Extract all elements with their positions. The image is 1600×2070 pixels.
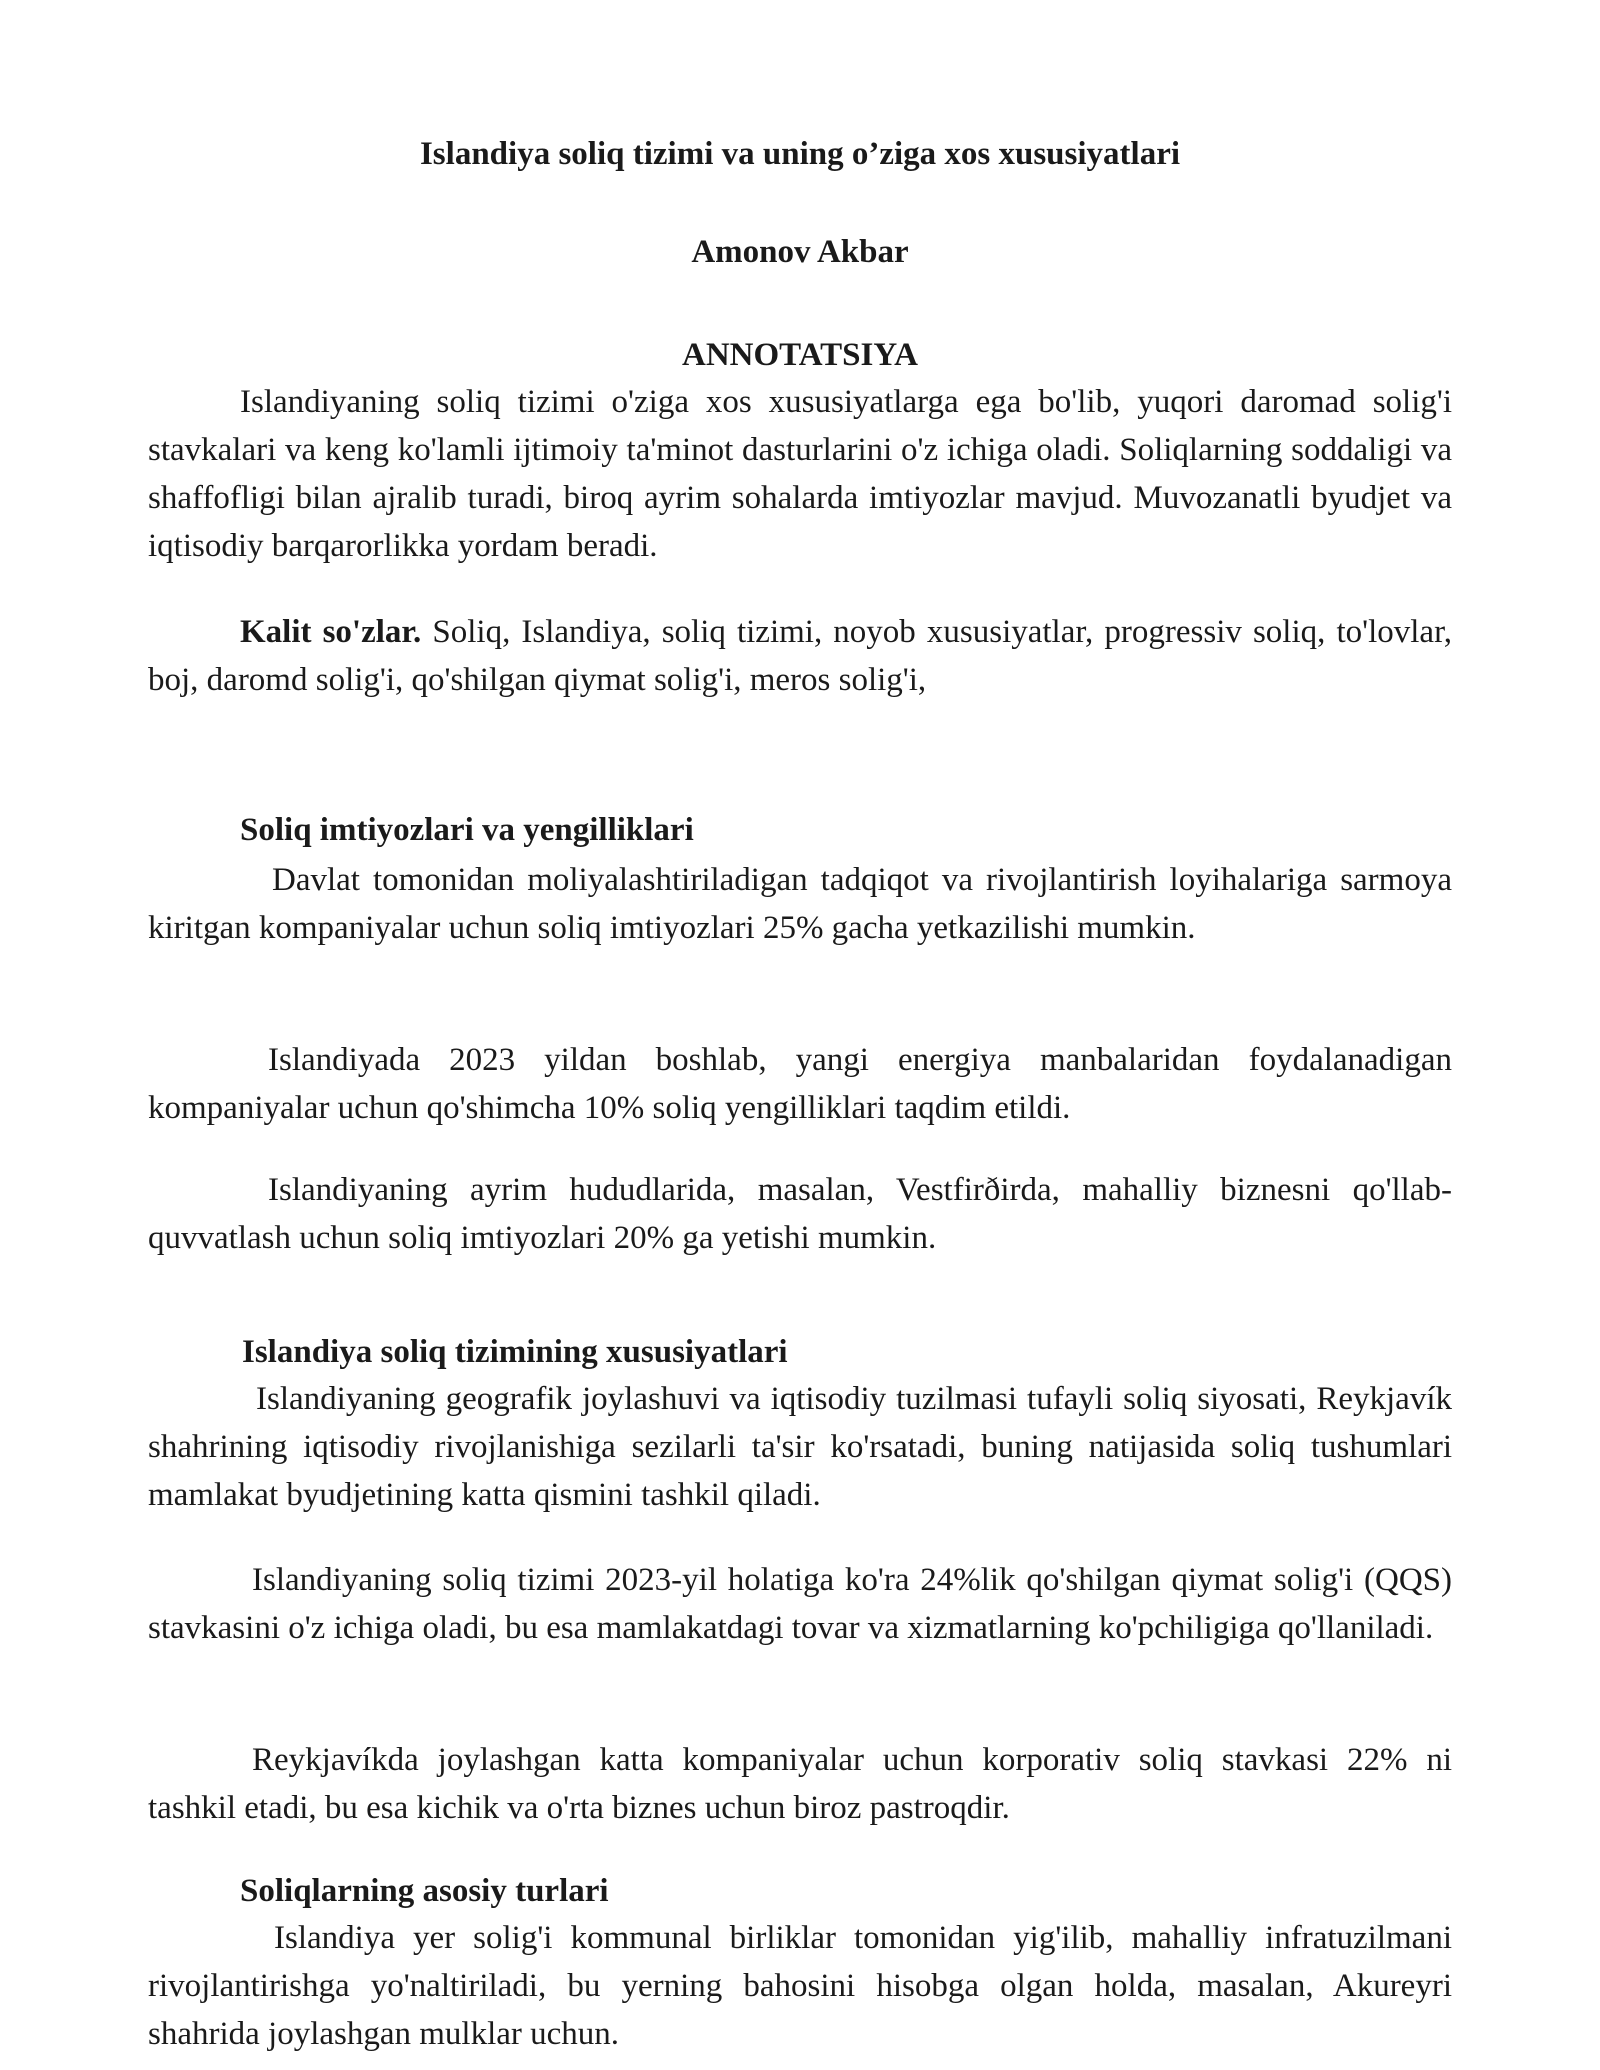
section-paragraph: Islandiyaning ayrim hududlarida, masalan, Vestfirðirda, mahalliy biznesni qo'llab-quvvatlash uchun soliq imtiyozlari 20% ga yetishi mumkin. — [148, 1172, 1452, 1256]
section-paragraph: Davlat tomonidan moliyalashtiriladigan tadqiqot va rivojlantirish loyihalariga sarmoya kiritgan kompaniyalar uchun soliq imtiyozlari 25% gacha yetkazilishi mumkin. — [148, 862, 1452, 946]
section-paragraph: Islandiyaning soliq tizimi 2023-yil holatiga ko'ra 24%lik qo'shilgan qiymat solig'i (QQS) stavkasini o'z ichiga oladi, bu esa mamlakatdagi tovar va xizmatlarning ko'pchiligiga qo'llaniladi. — [148, 1562, 1452, 1646]
section-paragraph: Reykjavíkda joylashgan katta kompaniyalar uchun korporativ soliq stavkasi 22% ni tashkil etadi, bu esa kichik va o'rta biznes uchun biroz pastroqdir. — [148, 1742, 1452, 1826]
section-paragraph: Islandiyada 2023 yildan boshlab, yangi energiya manbalaridan foydalanadigan kompaniyalar uchun qo'shimcha 10% soliq yengilliklari taqdim etildi. — [148, 1042, 1452, 1126]
section-heading: Soliqlarning asosiy turlari — [240, 1873, 609, 1909]
abstract-heading: ANNOTATSIYA — [682, 337, 918, 373]
document-page — [148, 0, 1452, 2070]
keywords-text: Soliq, Islandiya, soliq tizimi, noyob xususiyatlar, progressiv soliq, to'lovlar, boj, daromd solig'i, qo'shilgan qiymat solig'i, meros solig'i, — [148, 614, 1452, 698]
section-paragraph: Islandiya yer solig'i kommunal birliklar tomonidan yig'ilib, mahalliy infratuzilmani rivojlantirishga yo'naltiriladi, bu yerning bahosini hisobga olgan holda, masalan, Akureyri shahrida joylashgan mulklar uchun. — [148, 1920, 1452, 2052]
keywords-label: Kalit so'zlar. — [240, 614, 422, 650]
section-heading: Soliq imtiyozlari va yengilliklari — [240, 812, 694, 848]
author-name: Amonov Akbar — [691, 234, 909, 270]
section-heading: Islandiya soliq tizimining xususiyatlari — [242, 1334, 788, 1370]
section-paragraph: Islandiyaning geografik joylashuvi va iqtisodiy tuzilmasi tufayli soliq siyosati, Reykjavík shahrining iqtisodiy rivojlanishiga sezilarli ta'sir ko'rsatadi, buning natijasida soliq tushumlari mamlakat byudjetining katta qismini tashkil qiladi. — [148, 1381, 1452, 1513]
document-title: Islandiya soliq tizimi va uning o’ziga xos xususiyatlari — [419, 136, 1181, 172]
abstract-text: Islandiyaning soliq tizimi o'ziga xos xususiyatlarga ega bo'lib, yuqori daromad solig'i stavkalari va keng ko'lamli ijtimoiy ta'minot dasturlarini o'z ichiga oladi. Soliqlarning soddaligi va shaffofligi bilan ajralib turadi, biroq ayrim sohalarda imtiyozlar mavjud. Muvozanatli byudjet va iqtisodiy barqarorlikka yordam beradi. — [148, 384, 1452, 564]
keywords-paragraph — [148, 608, 1452, 704]
